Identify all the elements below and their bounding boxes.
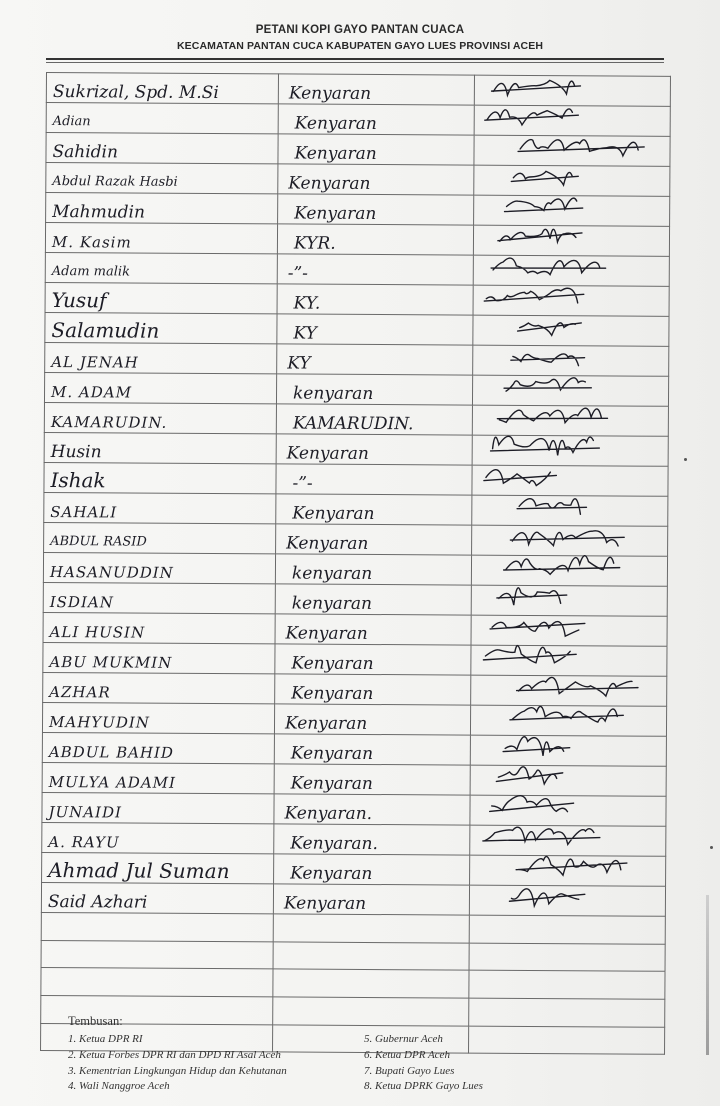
handwritten-village: Kenyaran — [288, 83, 372, 104]
name-cell — [42, 732, 274, 763]
village-cell — [275, 554, 471, 585]
handwritten-name: AZHAR — [49, 683, 111, 702]
village-cell — [273, 997, 469, 1026]
name-cell — [44, 402, 276, 433]
table-row — [43, 582, 667, 616]
table-row — [43, 642, 667, 676]
handwritten-village: KAMARUDIN. — [292, 413, 414, 435]
name-cell — [41, 968, 273, 997]
village-cell — [273, 884, 469, 915]
village-cell — [278, 104, 474, 135]
table-row — [43, 612, 667, 646]
village-cell — [276, 404, 472, 435]
handwritten-name: KAMARUDIN. — [50, 413, 168, 432]
handwritten-name: AL JENAH — [51, 353, 139, 372]
table-row — [45, 223, 669, 257]
handwritten-name: Abdul Razak Hasbi — [52, 174, 178, 190]
signature-scribble — [477, 676, 627, 701]
handwritten-name: M. Kasim — [51, 233, 132, 252]
handwritten-name: Salamudin — [51, 318, 160, 343]
handwritten-village: Kenyaran — [292, 503, 375, 525]
handwritten-name: Sahidin — [52, 142, 119, 163]
village-cell — [277, 284, 473, 315]
handwritten-village: Kenyaran — [285, 623, 368, 644]
table-row — [44, 402, 668, 436]
signature-scribble — [480, 196, 630, 221]
signature-table — [40, 72, 671, 1055]
name-cell — [46, 163, 278, 194]
village-cell — [275, 644, 471, 675]
village-cell — [277, 254, 473, 285]
village-cell — [274, 704, 470, 735]
table-row — [42, 792, 666, 826]
table-row — [46, 103, 670, 137]
village-cell — [274, 824, 470, 855]
signature-scribble — [479, 346, 629, 371]
handwritten-village: Kenyaran — [283, 893, 367, 914]
name-cell — [41, 882, 273, 913]
village-cell — [275, 674, 471, 705]
handwritten-name: ISDIAN — [49, 593, 114, 612]
table-row — [45, 282, 669, 316]
signature-scribble — [479, 376, 629, 401]
village-cell — [274, 854, 470, 885]
cc-item: 6. Ketua DPR Aceh — [364, 1048, 450, 1061]
name-cell — [46, 103, 278, 134]
ink-speck — [710, 846, 713, 849]
handwritten-name: Mahmudin — [52, 202, 146, 223]
handwritten-village: Kenyaran. — [290, 833, 378, 855]
signature-scribble — [480, 286, 630, 311]
ink-speck — [684, 458, 687, 461]
village-cell — [277, 224, 473, 255]
name-cell — [44, 492, 276, 523]
handwritten-name: ABDUL RASID — [50, 534, 147, 550]
handwritten-name: Ahmad Jul Suman — [48, 858, 230, 884]
handwritten-name: JUNAIDI — [48, 803, 123, 822]
page-edge-shadow — [706, 895, 709, 1055]
village-cell — [276, 464, 472, 495]
handwritten-village: Kenyaran — [284, 713, 368, 734]
signature-scribble — [480, 136, 630, 161]
signature-scribble — [476, 856, 626, 881]
handwritten-village: kenyaran — [292, 383, 374, 405]
handwritten-village: Kenyaran — [288, 173, 371, 194]
signature-scribble — [479, 406, 629, 431]
table-row — [44, 492, 668, 526]
table-row — [41, 882, 665, 916]
name-cell — [42, 822, 274, 853]
handwritten-name: M. ADAM — [50, 383, 133, 402]
handwritten-village: KY — [293, 323, 317, 344]
handwritten-village: KY — [287, 353, 311, 374]
village-cell — [278, 74, 474, 105]
handwritten-name: ABU MUKMIN — [49, 653, 173, 672]
signature-scribble — [478, 556, 628, 581]
signature-scribble — [476, 796, 626, 821]
signature-scribble — [477, 706, 627, 731]
handwritten-name: Yusuf — [51, 288, 107, 313]
name-cell — [46, 193, 278, 224]
name-cell — [43, 582, 275, 613]
signature-scribble — [477, 766, 627, 791]
document-subtitle: KECAMATAN PANTAN CUCA KABUPATEN GAYO LUES PROVINSI ACEH — [176, 40, 543, 52]
name-cell — [45, 312, 277, 343]
handwritten-village: Kenyaran. — [284, 803, 373, 825]
handwritten-village: Kenyaran — [291, 653, 374, 675]
signature-scribble — [477, 736, 627, 761]
handwritten-village: -”- — [292, 473, 313, 494]
name-cell — [42, 792, 274, 823]
table-row — [43, 552, 667, 586]
name-cell — [42, 762, 274, 793]
table-row — [45, 252, 669, 286]
handwritten-village: Kenyaran — [286, 533, 369, 554]
table-row — [45, 312, 669, 346]
table-row — [44, 462, 668, 496]
table-row — [46, 133, 670, 167]
name-cell — [46, 73, 278, 104]
signature-scribble — [480, 256, 630, 281]
signature-scribble — [478, 526, 628, 551]
village-cell — [276, 494, 472, 525]
name-cell — [43, 642, 275, 673]
village-cell — [277, 314, 473, 345]
cc-list-left — [68, 1032, 368, 1095]
signature-cell — [469, 915, 665, 944]
handwritten-name: Ishak — [50, 468, 106, 493]
handwritten-village: KYR. — [293, 233, 336, 254]
cc-item: 2. Ketua Forbes DPR RI dan DPD RI Asal Aceh — [68, 1048, 281, 1061]
handwritten-name: A. RAYU — [48, 833, 120, 852]
village-cell — [276, 434, 472, 465]
table-row — [46, 163, 670, 197]
handwritten-name: MULYA ADAMI — [48, 773, 177, 792]
signature-scribble — [478, 586, 628, 611]
signature-scribble — [481, 106, 631, 131]
village-cell — [277, 344, 473, 375]
handwritten-name: Said Azhari — [47, 892, 148, 913]
cc-label: Tembusan: — [68, 1014, 123, 1028]
table-row — [44, 372, 668, 406]
village-cell — [278, 194, 474, 225]
village-cell — [274, 734, 470, 765]
handwritten-village: kenyaran — [291, 593, 373, 615]
handwritten-name: Adam malik — [51, 264, 131, 280]
handwritten-village: Kenyaran — [290, 743, 374, 765]
header-rule-thin — [46, 62, 664, 63]
village-cell — [275, 614, 471, 645]
handwritten-village: Kenyaran — [290, 773, 373, 795]
table-row — [46, 73, 670, 107]
signature-scribble — [481, 76, 631, 101]
header-rule — [46, 58, 664, 60]
handwritten-name: SAHALI — [50, 503, 118, 522]
table-row — [41, 996, 665, 1027]
village-cell — [276, 374, 472, 405]
cc-item: 1. Ketua DPR RI — [68, 1033, 143, 1045]
signature-cell — [469, 885, 665, 916]
cc-list-right — [364, 1032, 664, 1095]
handwritten-name: HASANUDDIN — [49, 563, 174, 582]
handwritten-village: Kenyaran — [294, 113, 377, 135]
signature-scribble — [480, 166, 630, 191]
cc-item: 5. Gubernur Aceh — [364, 1033, 443, 1045]
signature-scribble — [476, 886, 626, 911]
table-row — [42, 852, 666, 886]
signature-cell — [469, 943, 665, 972]
name-cell — [45, 342, 277, 373]
handwritten-village: Kenyaran — [286, 443, 369, 464]
cc-section — [68, 1014, 483, 1093]
cc-item: 8. Ketua DPRK Gayo Lues — [364, 1080, 483, 1093]
signature-scribble — [479, 316, 629, 341]
village-cell — [278, 164, 474, 195]
signature-cell — [469, 970, 665, 999]
table-row — [42, 822, 666, 856]
name-cell — [43, 612, 275, 643]
name-cell — [43, 552, 275, 583]
cc-item: 3. Kementrian Lingkungan Hidup dan Kehutanan — [68, 1064, 287, 1077]
name-cell — [43, 672, 275, 703]
village-cell — [273, 969, 469, 998]
table-row — [44, 522, 668, 556]
table-row — [42, 732, 666, 766]
name-cell — [45, 282, 277, 313]
handwritten-village: Kenyaran — [290, 863, 373, 885]
village-cell — [274, 794, 470, 825]
handwritten-village: Kenyaran — [291, 683, 374, 705]
table-row — [41, 912, 665, 943]
handwritten-name: Adian — [52, 114, 91, 130]
name-cell — [42, 702, 274, 733]
cc-item: 7. Bupati Gayo Lues — [364, 1064, 455, 1077]
handwritten-village: Kenyaran — [294, 203, 377, 225]
table-row — [42, 702, 666, 736]
name-cell — [46, 133, 278, 164]
name-cell — [44, 432, 276, 463]
signature-scribble — [478, 616, 628, 641]
village-cell — [278, 134, 474, 165]
name-cell — [41, 912, 273, 941]
table-row — [41, 968, 665, 999]
handwritten-village: -”- — [287, 263, 309, 284]
cc-item: 4. Wali Nanggroe Aceh — [68, 1080, 170, 1093]
village-cell — [274, 764, 470, 795]
signature-scribble — [478, 466, 628, 491]
name-cell — [45, 223, 277, 254]
table-row — [44, 432, 668, 466]
name-cell — [44, 462, 276, 493]
village-cell — [273, 914, 469, 943]
name-cell — [44, 522, 276, 553]
signature-scribble — [479, 436, 629, 461]
handwritten-village: Kenyaran — [294, 143, 377, 165]
name-cell — [44, 372, 276, 403]
handwritten-name: ALI HUSIN — [49, 623, 146, 642]
table-row — [42, 762, 666, 796]
handwritten-name: Husin — [50, 442, 102, 463]
name-cell — [42, 852, 274, 883]
name-cell — [41, 940, 273, 969]
village-cell — [276, 524, 472, 555]
signature-scribble — [477, 646, 627, 671]
handwritten-village: kenyaran — [291, 563, 373, 585]
handwritten-village: KY. — [293, 293, 321, 314]
signature-scribble — [476, 826, 626, 851]
village-cell — [273, 942, 469, 971]
table-row — [45, 342, 669, 376]
signature-scribble — [478, 496, 628, 521]
handwritten-name: ABDUL BAHID — [48, 743, 175, 762]
table-row — [43, 672, 667, 706]
table-row — [46, 193, 670, 227]
document-title: PETANI KOPI GAYO PANTAN CUACA — [255, 24, 465, 36]
table-row — [41, 940, 665, 971]
village-cell — [275, 584, 471, 615]
signature-scribble — [480, 226, 630, 251]
name-cell — [45, 252, 277, 283]
signature-cell — [469, 998, 665, 1027]
handwritten-name: Sukrizal, Spd. M.Si — [52, 82, 219, 104]
handwritten-name: MAHYUDIN — [48, 713, 150, 732]
